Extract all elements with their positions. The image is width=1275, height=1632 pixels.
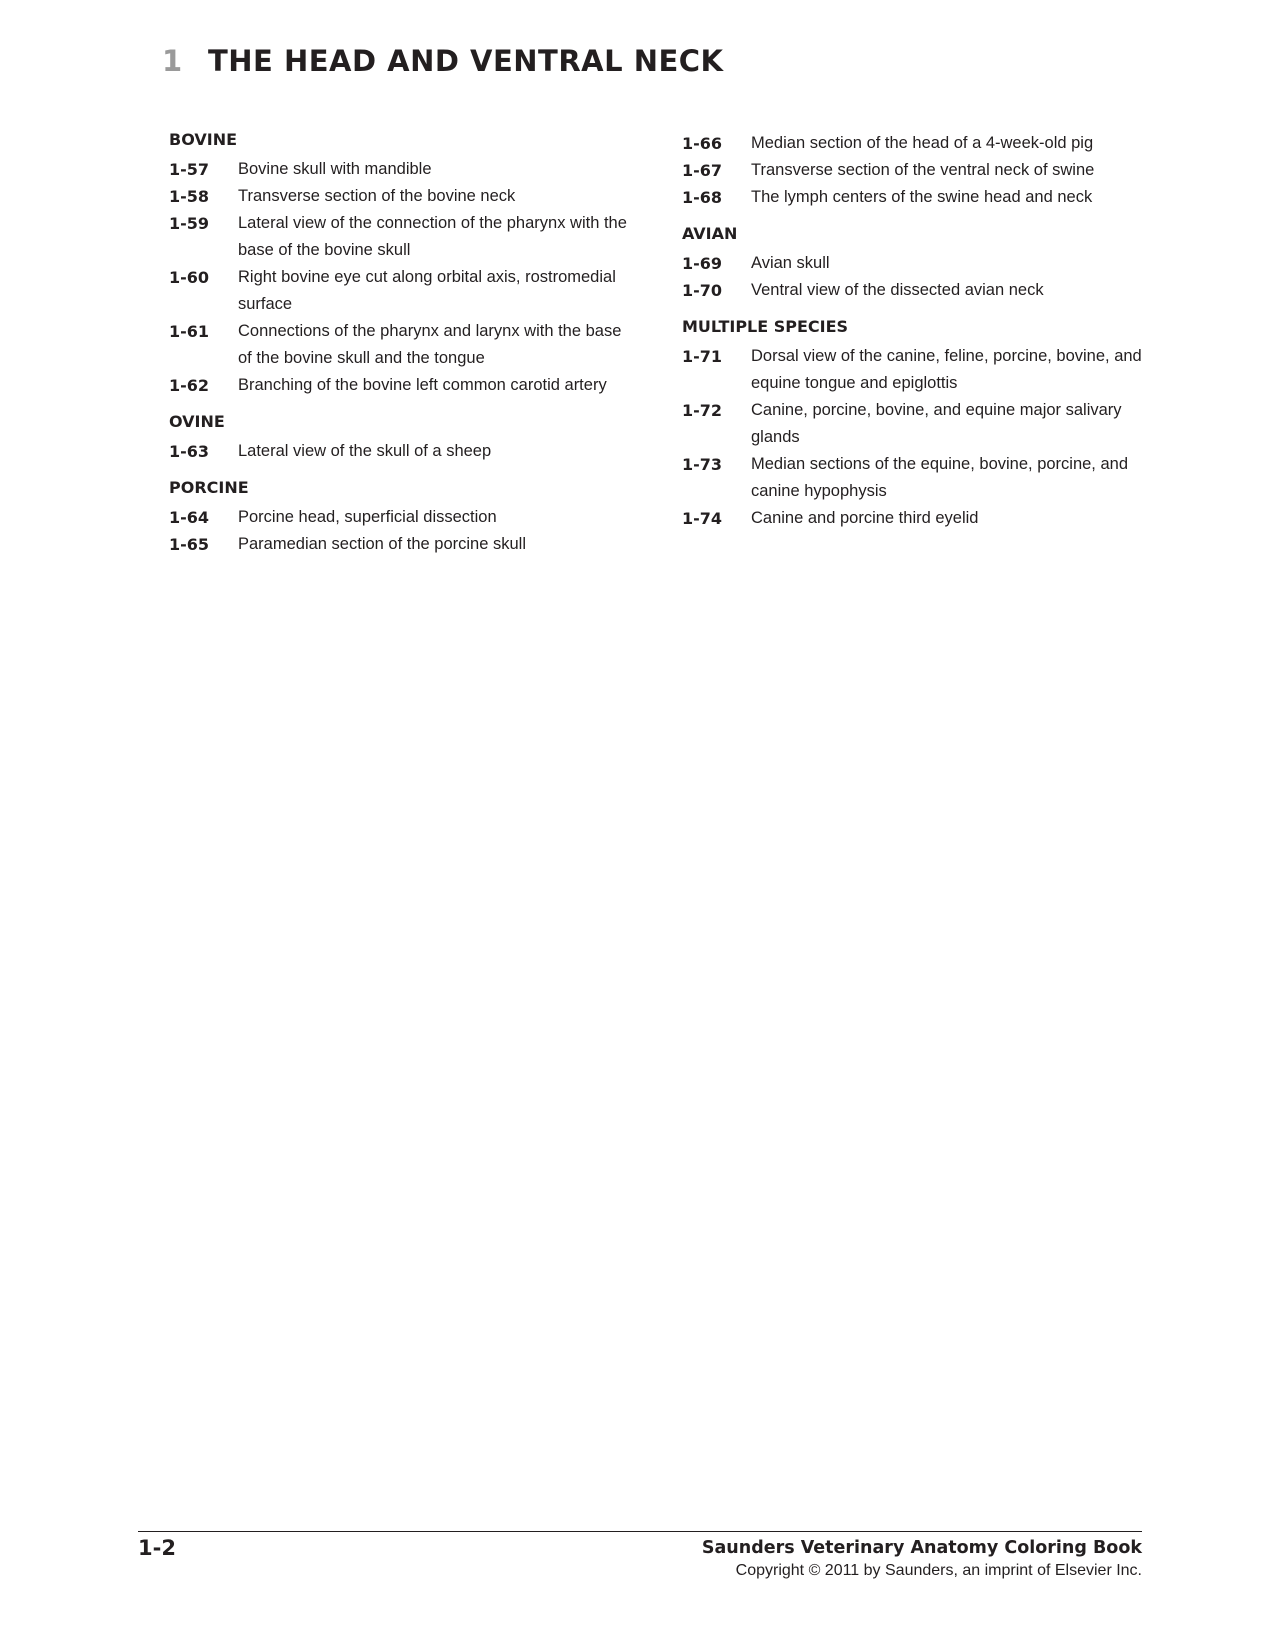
figure-description: Branching of the bovine left common carotid artery: [238, 376, 607, 394]
figure-entry: [682, 343, 1152, 397]
figure-number: 1-67: [682, 161, 723, 180]
chapter-heading: [162, 44, 724, 78]
left-column: [169, 130, 639, 571]
figure-number: 1-71: [682, 347, 723, 366]
figure-description: Connections of the pharynx and larynx with the base of the bovine skull and the tongue: [238, 322, 622, 367]
figure-entry: [169, 504, 639, 531]
figure-entry: [682, 505, 1152, 532]
figure-number: 1-64: [169, 508, 210, 527]
figure-number: 1-60: [169, 268, 210, 287]
figure-description: Dorsal view of the canine, feline, porcine, bovine, and equine tongue and epiglottis: [751, 347, 1142, 392]
chapter-title: THE HEAD AND VENTRAL NECK: [208, 44, 724, 78]
figure-description: Paramedian section of the porcine skull: [238, 535, 526, 553]
figure-number: 1-66: [682, 134, 723, 153]
figure-number: 1-59: [169, 214, 210, 233]
section-heading: MULTIPLE SPECIES: [682, 317, 849, 336]
figure-entry: [169, 210, 639, 264]
section-heading: PORCINE: [169, 478, 249, 497]
book-title: Saunders Veterinary Anatomy Coloring Book: [701, 1538, 1142, 1558]
figure-number: 1-73: [682, 455, 723, 474]
figure-entry: [169, 438, 639, 465]
figure-description: Lateral view of the connection of the pharynx with the base of the bovine skull: [238, 214, 627, 259]
figure-section: [682, 130, 1152, 211]
figure-section: [169, 412, 639, 465]
figure-number: 1-74: [682, 509, 723, 528]
figure-number: 1-61: [169, 322, 210, 341]
figure-entry: [169, 156, 639, 183]
figure-section: [169, 478, 639, 558]
figure-number: 1-62: [169, 376, 210, 395]
footer-rule: [138, 1531, 1142, 1532]
figure-entry: [169, 264, 639, 318]
figure-description: Median sections of the equine, bovine, porcine, and canine hypophysis: [751, 455, 1129, 500]
figure-number: 1-69: [682, 254, 723, 273]
figure-description: Ventral view of the dissected avian neck: [751, 281, 1044, 299]
figure-number: 1-65: [169, 535, 210, 554]
figure-entry: [169, 372, 639, 399]
figure-section: [682, 317, 1152, 532]
figure-number: 1-58: [169, 187, 210, 206]
figure-entry: [682, 397, 1152, 451]
figure-entry: [682, 130, 1152, 157]
figure-entry: [682, 250, 1152, 277]
figure-description: Lateral view of the skull of a sheep: [238, 442, 492, 460]
figure-number: 1-57: [169, 160, 210, 179]
figure-description: Bovine skull with mandible: [238, 160, 432, 178]
figure-description: Porcine head, superficial dissection: [238, 508, 497, 526]
figure-entry: [169, 183, 639, 210]
page-number: 1-2: [138, 1536, 176, 1560]
right-column: [682, 130, 1152, 545]
figure-description: Avian skull: [751, 254, 830, 272]
figure-number: 1-63: [169, 442, 210, 461]
section-heading: OVINE: [169, 412, 225, 431]
figure-entry: [682, 184, 1152, 211]
figure-entry: [682, 451, 1152, 505]
figure-number: 1-70: [682, 281, 723, 300]
figure-entry: [682, 277, 1152, 304]
figure-description: Right bovine eye cut along orbital axis, rostromedial surface: [238, 268, 616, 313]
chapter-number: 1: [162, 44, 183, 78]
figure-number: 1-72: [682, 401, 723, 420]
figure-description: Transverse section of the bovine neck: [238, 187, 516, 205]
figure-section: [682, 224, 1152, 304]
figure-description: Median section of the head of a 4-week-old pig: [751, 134, 1094, 152]
figure-entry: [682, 157, 1152, 184]
section-heading: BOVINE: [169, 130, 238, 149]
figure-number: 1-68: [682, 188, 723, 207]
figure-section: [169, 130, 639, 399]
section-heading: AVIAN: [682, 224, 738, 243]
figure-description: The lymph centers of the swine head and neck: [751, 188, 1093, 206]
figure-description: Transverse section of the ventral neck of swine: [751, 161, 1095, 179]
figure-entry: [169, 318, 639, 372]
figure-description: Canine, porcine, bovine, and equine major salivary glands: [751, 401, 1122, 446]
copyright-notice: Copyright © 2011 by Saunders, an imprint of Elsevier Inc.: [735, 1562, 1142, 1579]
figure-description: Canine and porcine third eyelid: [751, 509, 979, 527]
figure-entry: [169, 531, 639, 558]
